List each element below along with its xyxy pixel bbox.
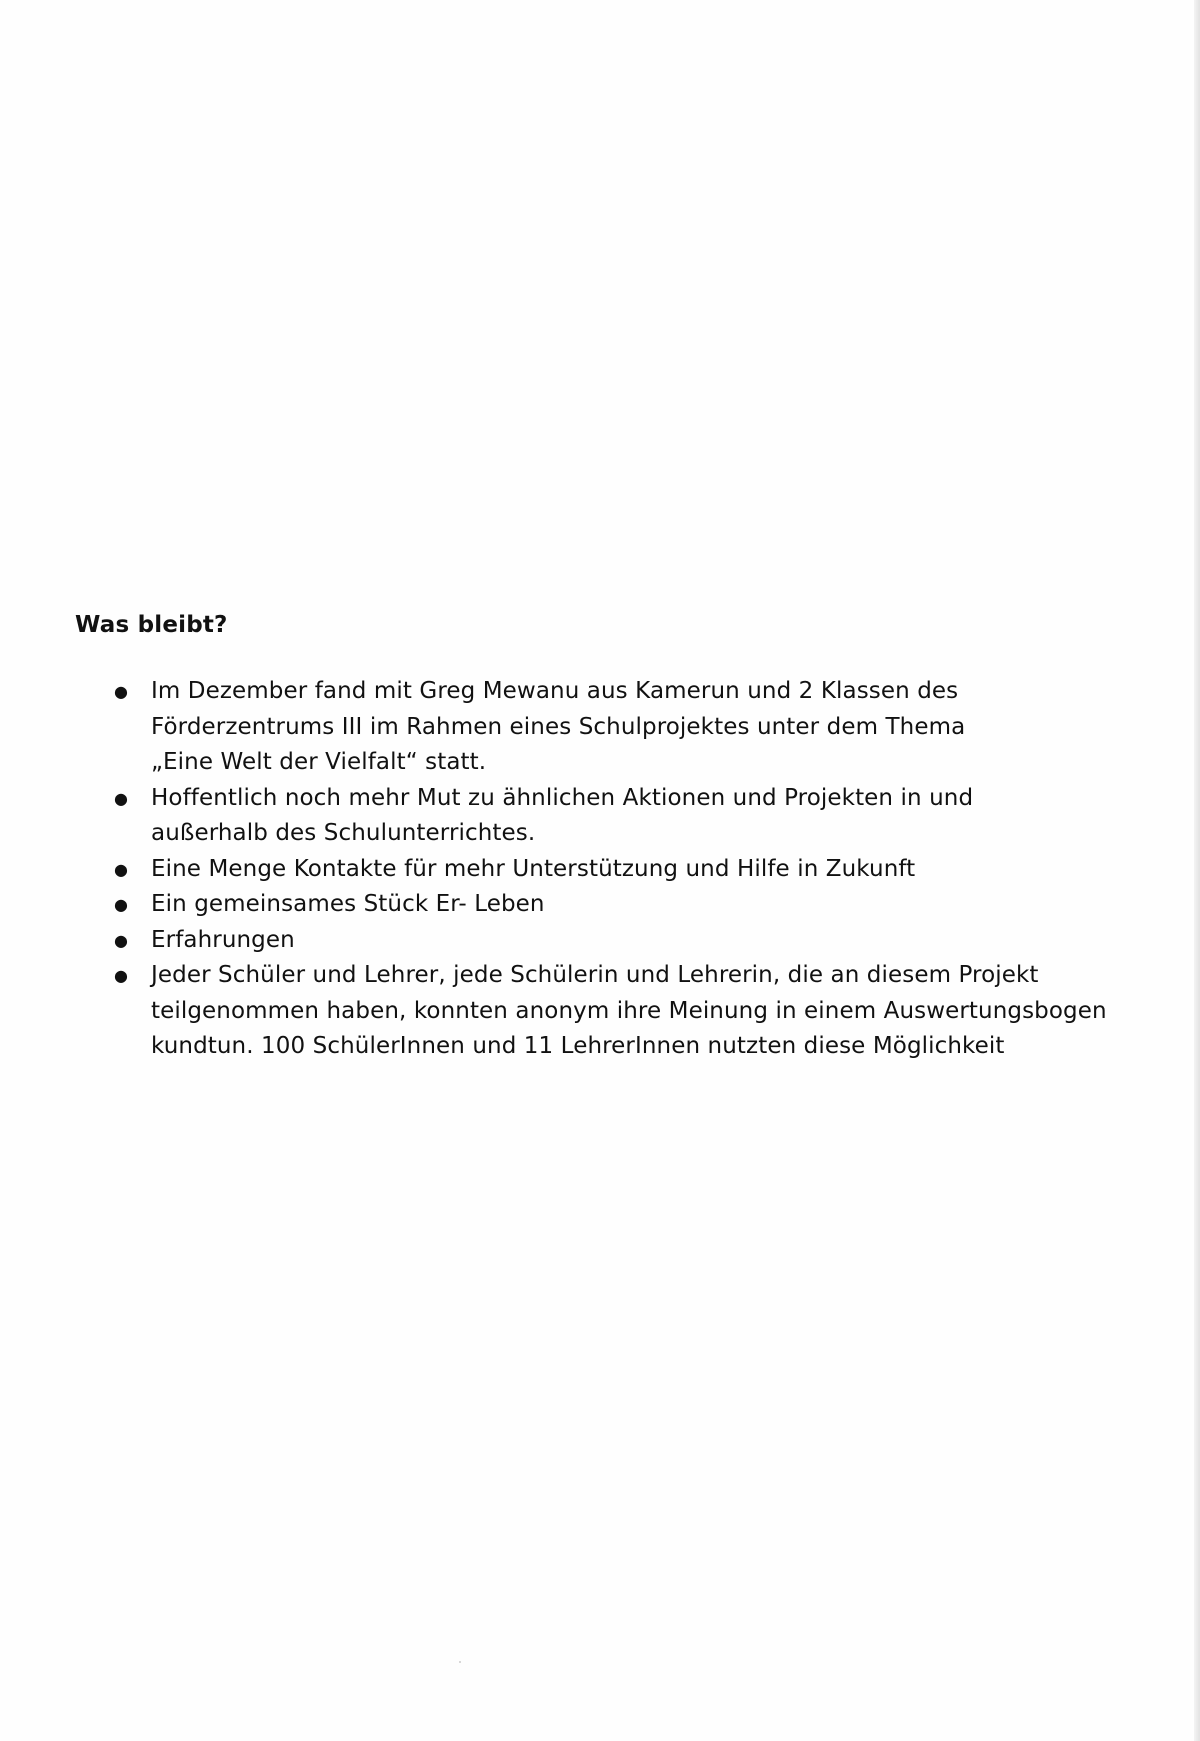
list-item: [113, 852, 1125, 888]
list-item-line: Jeder Schüler und Lehrer, jede Schülerin und Lehrerin, die an diesem Projekt: [151, 962, 1039, 988]
scan-speck: [459, 1661, 461, 1663]
list-item-line: Erfahrungen: [151, 926, 295, 953]
scan-edge: [1194, 0, 1200, 1741]
list-item-line: Im Dezember fand mit Greg Mewanu aus Kamerun und 2 Klassen des: [151, 678, 959, 704]
list-item-line: teilgenommen haben, konnten anonym ihre Meinung in einem Auswertungsbogen: [151, 997, 1107, 1024]
list-item-line: außerhalb des Schulunterrichtes.: [151, 820, 536, 846]
list-item-line: „Eine Welt der Vielfalt“ statt.: [151, 749, 487, 775]
list-item: [113, 958, 1125, 1065]
list-item: [113, 923, 1125, 959]
bullet-icon: ●: [113, 930, 129, 950]
bullet-icon: ●: [113, 895, 129, 914]
list-item-line: Hoffentlich noch mehr Mut zu ähnlichen Aktionen und Projekten in und: [151, 784, 974, 811]
list-item-line: Ein gemeinsames Stück Er- Leben: [151, 891, 545, 917]
bullet-list: [75, 674, 1125, 1065]
list-item: [113, 781, 1125, 852]
bullet-icon: ●: [113, 788, 129, 808]
list-item: [113, 887, 1125, 923]
list-item-line: kundtun. 100 SchülerInnen und 11 LehrerInnen nutzten diese Möglichkeit: [151, 1033, 1005, 1059]
bullet-icon: ●: [113, 859, 129, 879]
bullet-icon: ●: [113, 966, 129, 985]
page-heading: Was bleibt?: [75, 612, 228, 638]
list-item-line: Eine Menge Kontakte für mehr Unterstützung und Hilfe in Zukunft: [151, 855, 916, 882]
page-content: [75, 608, 1125, 1065]
bullet-icon: ●: [113, 682, 129, 701]
list-item-line: Förderzentrums III im Rahmen eines Schulprojektes unter dem Thema: [151, 713, 966, 740]
list-item: [113, 674, 1125, 781]
